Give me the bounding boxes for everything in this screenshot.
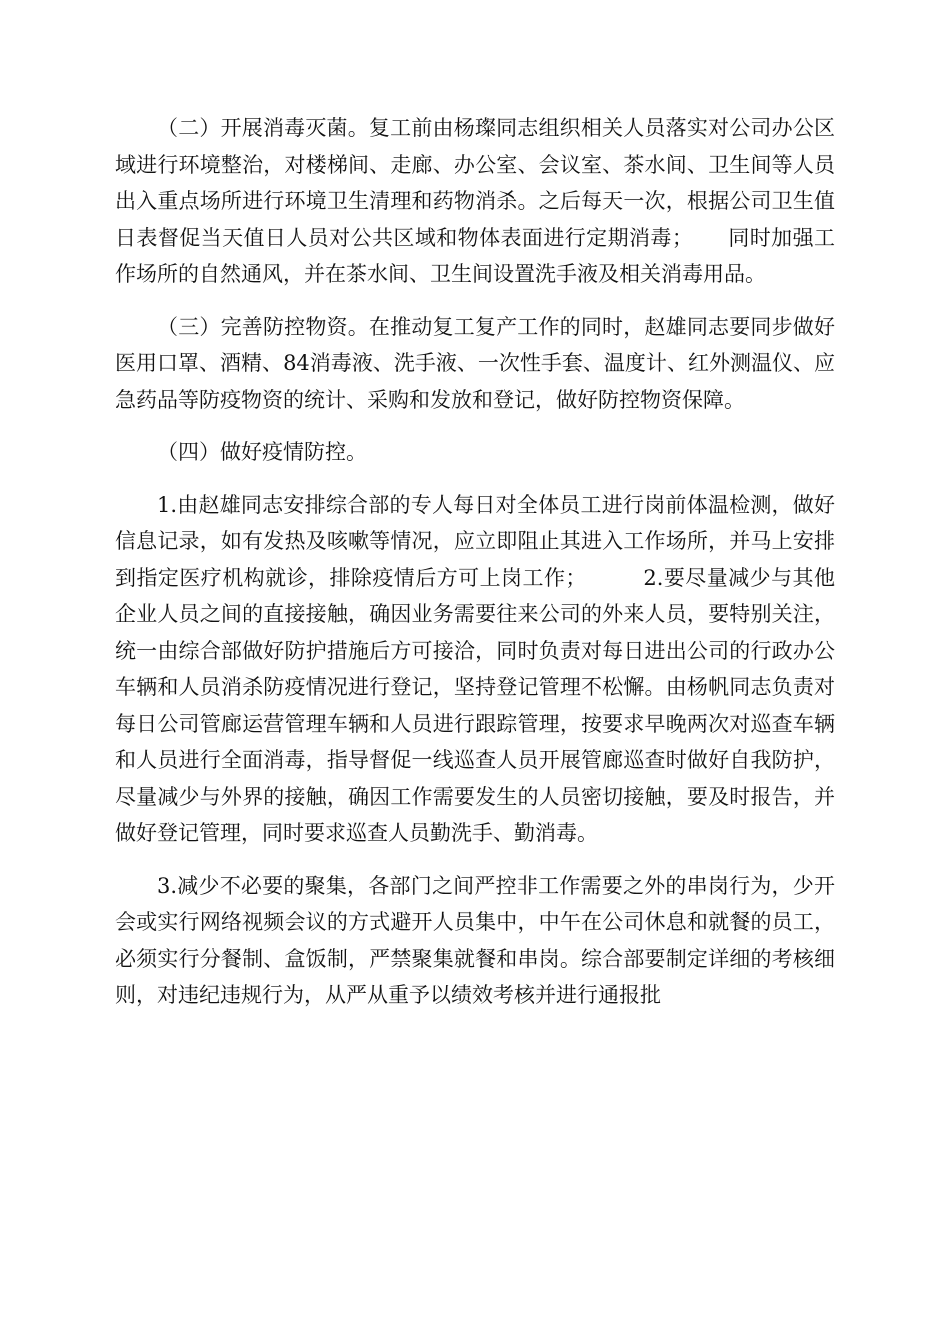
paragraph-item-3-text: 3.减少不必要的聚集，各部门之间严控非工作需要之外的串岗行为，少开会或实行网络视频会议的方式避开人员集中，中午在公司休息和就餐的员工，必须实行分餐制、盒饭制，严禁聚集就餐和串岗。综合部要制定详细的考核细则，对违纪违规行为，从严从重予以绩效考核并进行通报批 [115,873,835,1007]
paragraph-item-1-2 [115,487,835,852]
document-body [115,110,835,1030]
paragraph-disinfection-text-cont: 同时加强工作场所的自然通风，并在茶水间、卫生间设置洗手液及相关消毒用品。 [115,225,835,286]
paragraph-prevention-heading [115,434,835,471]
paragraph-supplies-text: （三）完善防控物资。在推动复工复产工作的同时，赵雄同志要同步做好医用口罩、酒精、84消毒液、洗手液、一次性手套、温度计、红外测温仪、应急药品等防疫物资的统计、采购和发放和登记，做好防控物资保障。 [115,314,835,412]
paragraph-item-2-text: 2.要尽量减少与其他企业人员之间的直接接触，确因业务需要往来公司的外来人员，要特别关注，统一由综合部做好防护措施后方可接洽，同时负责对每日进出公司的行政办公车辆和人员消杀防疫情况进行登记，坚持登记管理不松懈。由杨帆同志负责对每日公司管廊运营管理车辆和人员进行跟踪管理，按要求早晚两次对巡查车辆和人员进行全面消毒，指导督促一线巡查人员开展管廊巡查时做好自我防护，尽量减少与外界的接触，确因工作需要发生的人员密切接触，要及时报告，并做好登记管理，同时要求巡查人员勤洗手、勤消毒。 [115,565,835,845]
paragraph-prevention-heading-text: （四）做好疫情防控。 [157,440,367,464]
paragraph-item-1-text: 1.由赵雄同志安排综合部的专人每日对全体员工进行岗前体温检测，做好信息记录，如有发热及咳嗽等情况，应立即阻止其进入工作场所，并马上安排到指定医疗机构就诊，排除疫情后方可上岗工作； [115,492,835,590]
paragraph-item-3 [115,868,835,1014]
paragraph-disinfection-text: （二）开展消毒灭菌。复工前由杨璨同志组织相关人员落实对公司办公区域进行环境整治，对楼梯间、走廊、办公室、会议室、茶水间、卫生间等人员出入重点场所进行环境卫生清理和药物消杀。之后每天一次，根据公司卫生值日表督促当天值日人员对公共区域和物体表面进行定期消毒； [115,116,835,250]
paragraph-supplies [115,309,835,419]
paragraph-disinfection [115,110,835,293]
